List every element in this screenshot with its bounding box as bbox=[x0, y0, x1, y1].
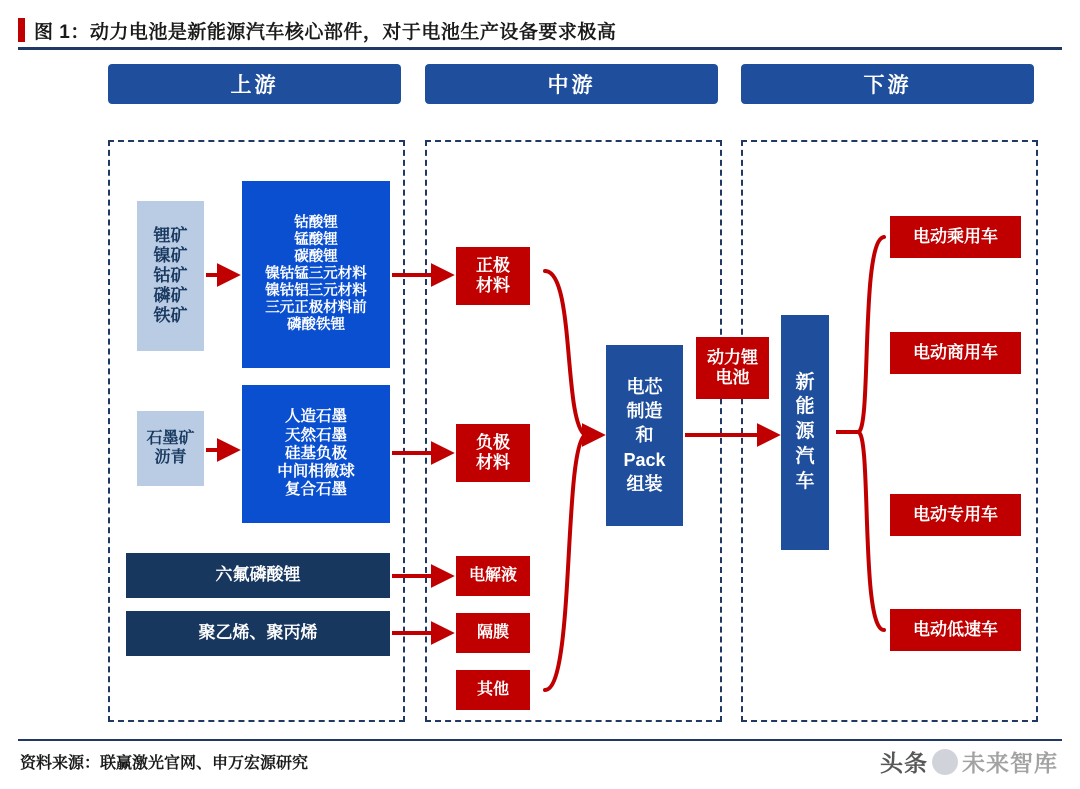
watermark-logo-icon bbox=[932, 749, 958, 775]
output-cathode-material: 正极 材料 bbox=[456, 247, 530, 305]
output-electrolyte: 电解液 bbox=[456, 556, 530, 596]
ore-box: 锂矿 镍矿 钴矿 磷矿 铁矿 bbox=[137, 201, 204, 351]
output-separator: 隔膜 bbox=[456, 613, 530, 653]
title-text: 图 1：动力电池是新能源汽车核心部件，对于电池生产设备要求极高 bbox=[34, 21, 617, 43]
watermark-platform: 头条 bbox=[880, 750, 928, 776]
watermark bbox=[880, 745, 1058, 778]
lithium-salt-box: 六氟磷酸锂 bbox=[126, 553, 390, 598]
title-accent-bar bbox=[18, 18, 25, 42]
stage-label: 上游 bbox=[230, 74, 279, 97]
page-title bbox=[18, 14, 1062, 46]
power-battery-box: 动力锂 电池 bbox=[696, 337, 769, 399]
cell-manufacturing-box: 电芯 制造 和 Pack 组装 bbox=[606, 345, 683, 526]
vehicle-commercial: 电动商用车 bbox=[890, 332, 1021, 374]
watermark-account: 未来智库 bbox=[962, 750, 1058, 776]
separator-raw-box: 聚乙烯、聚丙烯 bbox=[126, 611, 390, 656]
stage-label: 下游 bbox=[863, 74, 912, 97]
cathode-materials-box: 钴酸锂 锰酸锂 碳酸锂 镍钴锰三元材料 镍钴铝三元材料 三元正极材料前 磷酸铁锂 bbox=[242, 181, 390, 368]
title-divider bbox=[18, 47, 1062, 50]
stage-label: 中游 bbox=[547, 74, 596, 97]
stage-header-midstream bbox=[425, 64, 718, 104]
stage-header-downstream bbox=[741, 64, 1034, 104]
nev-box: 新 能 源 汽 车 bbox=[781, 315, 829, 550]
anode-materials-box: 人造石墨 天然石墨 硅基负极 中间相微球 复合石墨 bbox=[242, 385, 390, 523]
vehicle-lowspeed: 电动低速车 bbox=[890, 609, 1021, 651]
vehicle-passenger: 电动乘用车 bbox=[890, 216, 1021, 258]
stage-header-upstream bbox=[108, 64, 401, 104]
vehicle-special: 电动专用车 bbox=[890, 494, 1021, 536]
output-anode-material: 负极 材料 bbox=[456, 424, 530, 482]
output-other: 其他 bbox=[456, 670, 530, 710]
footer-divider bbox=[18, 739, 1062, 741]
source-note: 资料来源：联赢激光官网、申万宏源研究 bbox=[20, 755, 309, 772]
graphite-ore-box: 石墨矿 沥青 bbox=[137, 411, 204, 486]
